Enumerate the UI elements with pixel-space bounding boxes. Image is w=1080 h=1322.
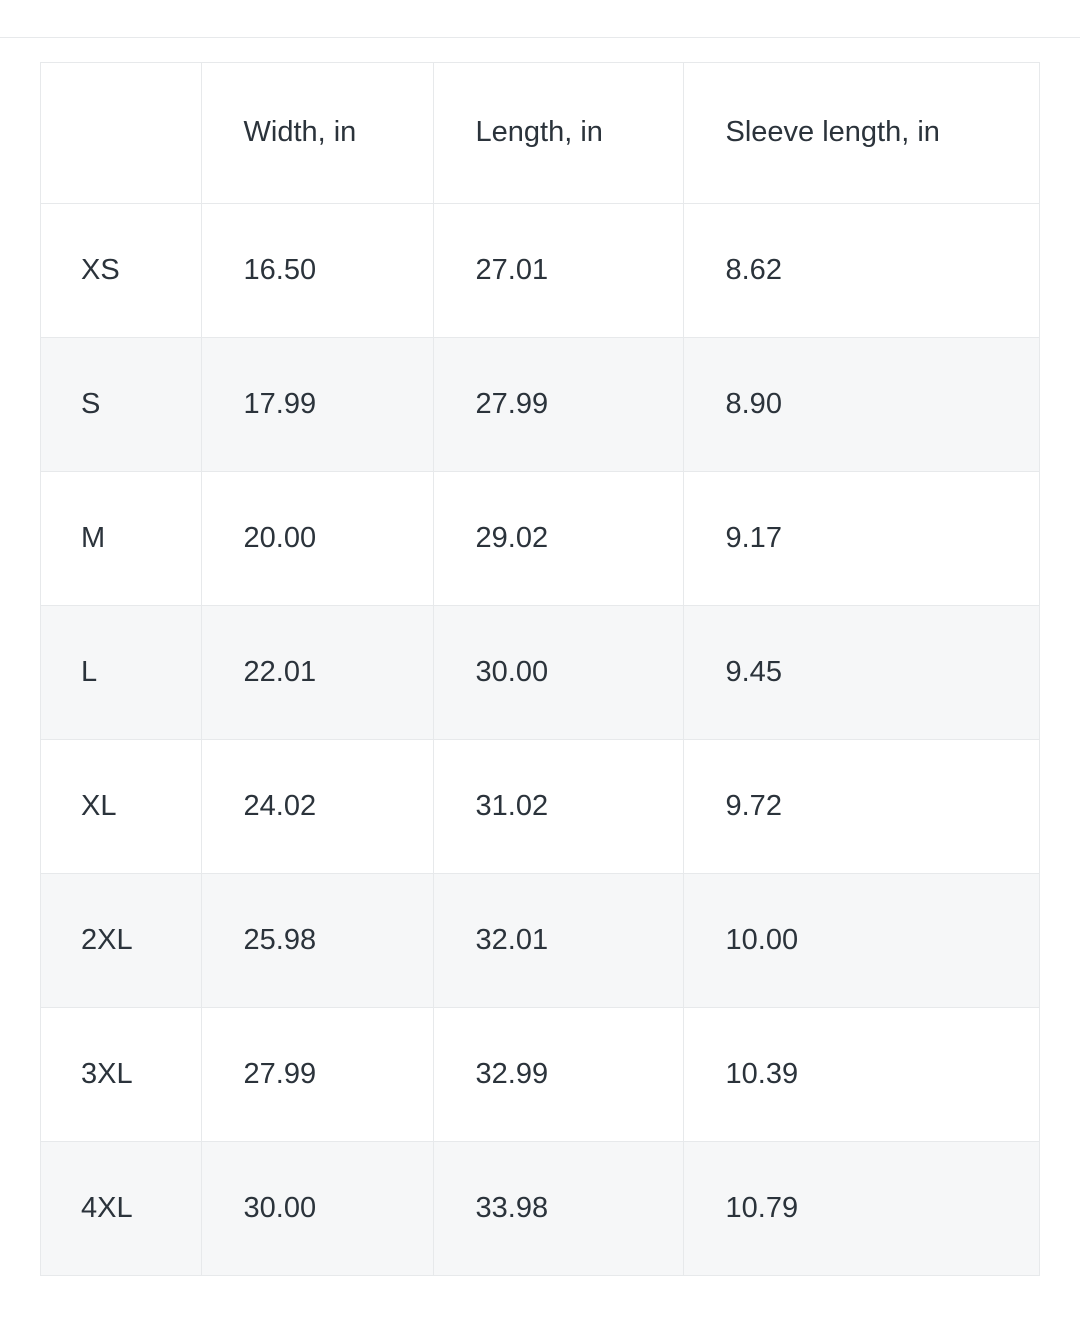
cell-length: 33.98 [433, 1141, 683, 1275]
cell-length: 29.02 [433, 471, 683, 605]
row-header-size: 3XL [41, 1007, 201, 1141]
cell-length: 27.01 [433, 203, 683, 337]
cell-length: 27.99 [433, 337, 683, 471]
cell-sleeve-length: 10.39 [683, 1007, 1039, 1141]
table-row [41, 739, 1039, 873]
cell-width: 25.98 [201, 873, 433, 1007]
table-row [41, 1007, 1039, 1141]
cell-width: 27.99 [201, 1007, 433, 1141]
row-header-size: S [41, 337, 201, 471]
cell-length: 31.02 [433, 739, 683, 873]
cell-sleeve-length: 10.79 [725, 1191, 799, 1224]
cell-sleeve-length: 9.45 [683, 605, 1039, 739]
cell-width: 20.00 [201, 471, 433, 605]
table-header-row [41, 63, 1039, 203]
cell-width: 17.99 [201, 337, 433, 471]
cell-length: 30.00 [433, 605, 683, 739]
table-row [41, 1141, 1039, 1275]
cell-width: 22.01 [201, 605, 433, 739]
row-header-size: M [41, 471, 201, 605]
cell-sleeve-length: 9.72 [683, 739, 1039, 873]
table-row [41, 873, 1039, 1007]
row-header-size: 4XL [41, 1141, 201, 1275]
cell-width: 24.02 [201, 739, 433, 873]
cell-length: 32.01 [433, 873, 683, 1007]
header-divider [0, 37, 1080, 38]
size-chart-container [40, 62, 1040, 1276]
cell-width: 30.00 [201, 1141, 433, 1275]
column-header-length: Length, in [433, 63, 683, 203]
cell-sleeve-length: 9.17 [683, 471, 1039, 605]
cell-width: 16.50 [201, 203, 433, 337]
row-header-size: XL [41, 739, 201, 873]
column-header-size [41, 63, 201, 203]
table-row [41, 471, 1039, 605]
row-header-size: L [41, 605, 201, 739]
row-header-size: XS [41, 203, 201, 337]
table-header [41, 63, 1039, 203]
cell-sleeve-length: 8.90 [683, 337, 1039, 471]
size-chart-table [41, 63, 1039, 1275]
table-body [41, 203, 1039, 1275]
column-header-sleeve-length: Sleeve length, in [683, 63, 1039, 203]
cell-sleeve-length: 10.00 [683, 873, 1039, 1007]
column-header-width: Width, in [201, 63, 433, 203]
cell-sleeve-length: 8.62 [683, 203, 1039, 337]
row-header-size: 2XL [41, 873, 201, 1007]
cell-length: 32.99 [433, 1007, 683, 1141]
table-row [41, 605, 1039, 739]
table-row [41, 203, 1039, 337]
table-row [41, 337, 1039, 471]
